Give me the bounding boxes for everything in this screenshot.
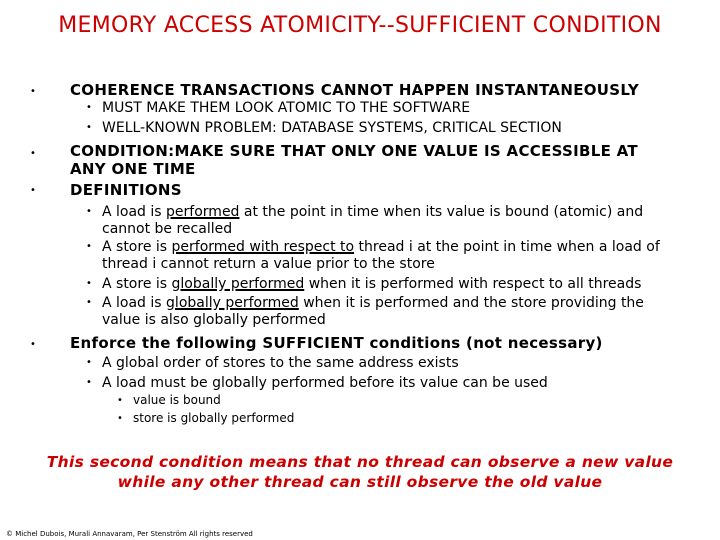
bullet-dot: •	[117, 395, 123, 406]
bullet-dot: •	[30, 86, 36, 97]
sub-bullet-global-order: A global order of stores to the same address exists	[102, 355, 459, 371]
text-span: A store is	[102, 276, 172, 292]
copyright: © Michel Dubois, Murali Annavaram, Per Stenström All rights reserved	[6, 530, 253, 538]
bullet-dot: •	[86, 357, 92, 368]
text-span: A load is	[102, 204, 167, 220]
underlined-term: globally performed	[166, 295, 299, 311]
bullet-dot: •	[86, 206, 92, 217]
sub-sub-bullet-store-globally: store is globally performed	[133, 411, 295, 425]
underlined-term: performed	[166, 204, 240, 220]
bullet-dot: •	[86, 122, 92, 133]
bullet-dot: •	[86, 102, 92, 113]
text-span: when it is performed and the store providing the value is also globally performed	[102, 295, 644, 328]
slide-title: MEMORY ACCESS ATOMICITY--SUFFICIENT CONDITION	[58, 13, 662, 38]
bullet-dot: •	[86, 241, 92, 252]
underlined-term: globally performed	[171, 276, 305, 292]
bullet-dot: •	[117, 413, 123, 424]
bullet-definitions: DEFINITIONS	[70, 181, 182, 199]
bullet-dot: •	[30, 185, 36, 196]
bullet-dot: •	[86, 297, 92, 308]
text-span: when it is performed with respect to all threads	[304, 276, 642, 292]
definition-load-performed	[102, 204, 672, 238]
bullet-dot: •	[86, 278, 92, 289]
sub-sub-bullet-value-bound: value is bound	[133, 393, 221, 407]
sub-bullet-load-globally: A load must be globally performed before its value can be used	[102, 375, 548, 391]
bullet-coherence: COHERENCE TRANSACTIONS CANNOT HAPPEN INSTANTANEOUSLY	[70, 81, 640, 99]
bullet-dot: •	[30, 339, 36, 350]
text-span: thread i at the point in time when a load of thread i cannot return a value prior to the store	[102, 239, 660, 272]
footer-note: This second condition means that no thread can observe a new value while any other thread can still observe the old value	[46, 453, 674, 491]
text-span: at the point in time when its value is bound (atomic) and cannot be recalled	[102, 204, 644, 237]
sub-bullet-atomic: MUST MAKE THEM LOOK ATOMIC TO THE SOFTWARE	[102, 100, 471, 116]
bullet-sufficient-conditions: Enforce the following SUFFICIENT conditions (not necessary)	[70, 334, 603, 352]
bullet-condition: CONDITION:MAKE SURE THAT ONLY ONE VALUE IS ACCESSIBLE AT ANY ONE TIME	[70, 142, 638, 178]
underlined-term: performed with respect to	[171, 239, 355, 255]
text-span: A store is	[102, 239, 172, 255]
definition-load-globally-performed	[102, 295, 667, 329]
bullet-dot: •	[30, 148, 36, 159]
bullet-dot: •	[86, 377, 92, 388]
text-span: A load is	[102, 295, 167, 311]
sub-bullet-wellknown: WELL-KNOWN PROBLEM: DATABASE SYSTEMS, CRITICAL SECTION	[102, 120, 562, 136]
definition-store-globally-performed	[102, 276, 677, 293]
definition-store-performed-wrt	[102, 239, 672, 273]
